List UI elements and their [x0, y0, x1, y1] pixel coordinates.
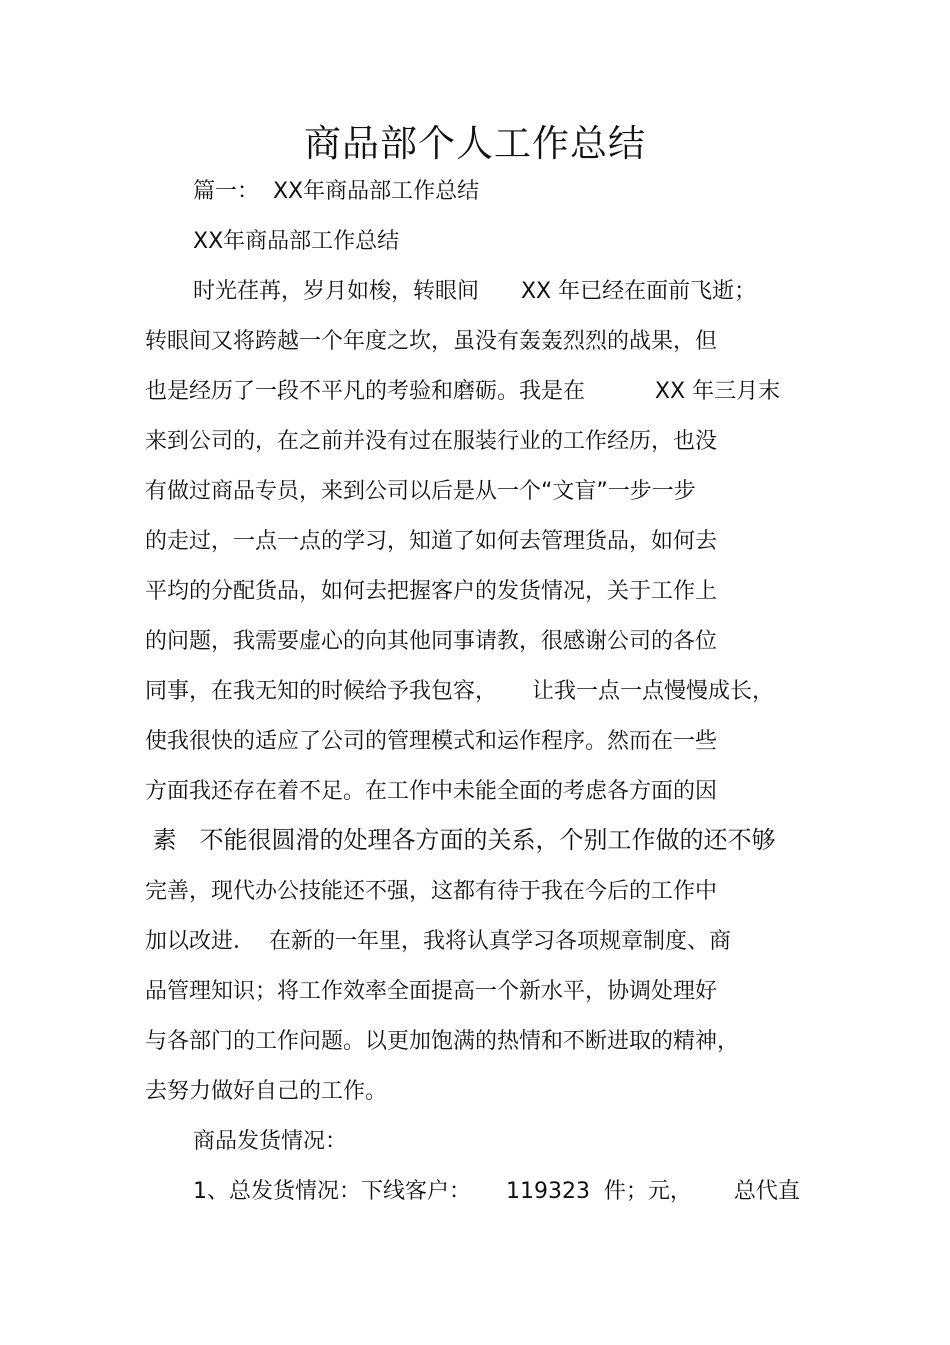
paragraph-line: 素 不能很圆滑的处理各方面的关系，个别工作做的还不够 — [145, 826, 776, 854]
paragraph-line: 加以改进． 在新的一年里，我将认真学习各项规章制度、商 — [145, 929, 731, 954]
paragraph-line: 与各部门的工作问题。以更加饱满的热情和不断进取的精神， — [145, 1029, 740, 1054]
paragraph-line: 方面我还存在着不足。在工作中未能全面的考虑各方面的因 — [145, 779, 718, 804]
paragraph-line: 平均的分配货品，如何去把握客户的发货情况，关于工作上 — [145, 579, 718, 604]
paragraph-line: 来到公司的，在之前并没有过在服装行业的工作经历，也没 — [145, 429, 718, 454]
paragraph-line: 时光荏苒，岁月如梭，转眼间 XX 年已经在面前飞逝； — [193, 279, 757, 304]
section-heading: 篇一： XX年商品部工作总结 — [193, 179, 480, 204]
paragraph-line: 完善，现代办公技能还不强，这都有待于我在今后的工作中 — [145, 879, 718, 904]
subheading: XX年商品部工作总结 — [193, 229, 400, 254]
paragraph-line: 的走过，一点一点的学习，知道了如何去管理货品，如何去 — [145, 529, 718, 554]
paragraph-line: 有做过商品专员，来到公司以后是从一个“文盲”一步一步 — [145, 479, 696, 504]
paragraph-line: 同事，在我无知的时候给予我包容， 让我一点一点慢慢成长， — [145, 679, 774, 704]
paragraph-line: 品管理知识；将工作效率全面提高一个新水平，协调处理好 — [145, 979, 718, 1004]
paragraph-line: 转眼间又将跨越一个年度之坎，虽没有轰轰烈烈的战果，但 — [145, 329, 718, 354]
paragraph-line: 去努力做好自己的工作。 — [145, 1079, 388, 1104]
paragraph-line: 1、总发货情况：下线客户： 119323 件；元， 总代直 — [193, 1179, 800, 1204]
document-title: 商品部个人工作总结 — [304, 122, 646, 165]
subheading: 商品发货情况： — [193, 1129, 348, 1154]
paragraph-line: 的问题，我需要虚心的向其他同事请教，很感谢公司的各位 — [145, 629, 718, 654]
paragraph-line: 也是经历了一段不平凡的考验和磨砺。我是在 XX 年三月末 — [145, 379, 781, 404]
paragraph-line: 使我很快的适应了公司的管理模式和运作程序。然而在一些 — [145, 729, 718, 754]
